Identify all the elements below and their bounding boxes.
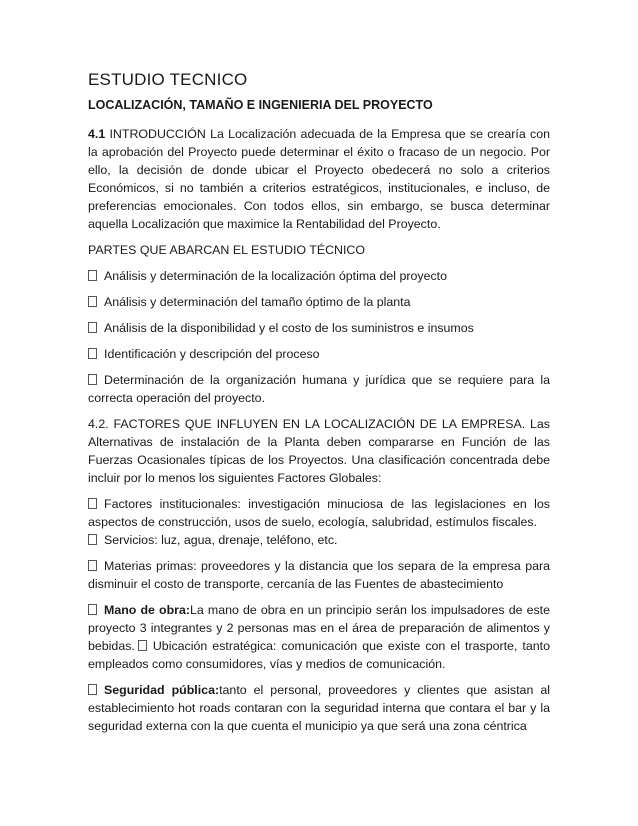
parts-heading: PARTES QUE ABARCAN EL ESTUDIO TÉCNICO <box>88 243 366 257</box>
factor-seguridad: Seguridad pública:tanto el personal, proveedores y clientes que asistan al establecimiento hot roads contaran con la seguridad interna que contara el bar y la seguridad externa con la que cuenta el municipio ya que será una zona céntrica <box>88 683 550 733</box>
checkbox-bullet-icon <box>88 604 97 615</box>
checkbox-bullet-icon <box>88 684 97 695</box>
checkbox-bullet-icon <box>88 270 97 281</box>
factor-servicios: Servicios: luz, agua, drenaje, teléfono, etc. <box>104 533 338 547</box>
intro-text: INTRODUCCIÓN La Localización adecuada de la Empresa que se crearía con la aprobación del Proyecto puede determinar el éxito o fracaso de un negocio. Por ello, la decisión de donde ubicar el Proyecto obedecerá no solo a criterios Económicos, si no también a criterios estratégicos, institucionales, e incluso, de preferencias emocionales. Con todos ellos, sin embargo, se busca determinar aquella Localización que maximice la Rentabilidad del Proyecto. <box>88 127 550 231</box>
checkbox-bullet-icon <box>88 374 97 385</box>
checkbox-bullet-icon <box>88 296 97 307</box>
list-item: Identificación y descripción del proceso <box>88 345 550 363</box>
intro-paragraph <box>88 125 550 233</box>
checkbox-bullet-icon <box>88 498 97 509</box>
document-title: ESTUDIO TECNICO <box>88 70 248 89</box>
section-4-2-paragraph: 4.2. FACTORES QUE INFLUYEN EN LA LOCALIZACIÓN DE LA EMPRESA. Las Alternativas de instalación de la Planta deben compararse en Función de las Fuerzas Ocasionales típicas de los Proyectos. Una clasificación concentrada debe incluir por lo menos los siguientes Factores Globales: <box>88 417 550 485</box>
checkbox-bullet-icon <box>88 560 97 571</box>
checkbox-bullet-icon <box>88 534 97 545</box>
factor-materias: Materias primas: proveedores y la distancia que los separa de la empresa para disminuir el costo de transporte, cercanía de las Fuentes de abastecimiento <box>88 559 550 591</box>
document-page <box>88 70 550 743</box>
checkbox-bullet-icon <box>88 348 97 359</box>
document-subtitle: LOCALIZACIÓN, TAMAÑO E INGENIERIA DEL PROYECTO <box>88 98 433 112</box>
section-number: 4.1 <box>88 127 106 141</box>
list-item: Análisis y determinación de la localización óptima del proyecto <box>88 267 550 285</box>
factor-ubicacion: Ubicación estratégica: comunicación que existe con el trasporte, tanto empleados como consumidores, vías y medios de comunicación. <box>88 639 550 671</box>
factor-mano-de-obra: Mano de obra:La mano de obra en un principio serán los impulsadores de este proyecto 3 integrantes y 2 personas mas en el área de preparación de alimentos y bebidas. Ubicación estratégica: comunicación que existe con el trasporte, tanto empleados como consumidores, vías y medios de comunicación. <box>88 603 551 671</box>
factor-institucionales: Factores institucionales: investigación minuciosa de las legislaciones en los aspectos de construcción, usos de suelo, ecología, salubridad, estímulos fiscales. Servicios: luz, agua, drenaje, teléfono, etc. <box>88 497 550 547</box>
list-item: Análisis de la disponibilidad y el costo de los suministros e insumos <box>88 319 550 337</box>
list-item: Determinación de la organización humana y jurídica que se requiere para la correcta operación del proyecto. <box>88 373 550 405</box>
list-item: Análisis y determinación del tamaño óptimo de la planta <box>88 293 550 311</box>
checkbox-bullet-icon <box>88 322 97 333</box>
checkbox-bullet-icon <box>138 640 147 651</box>
